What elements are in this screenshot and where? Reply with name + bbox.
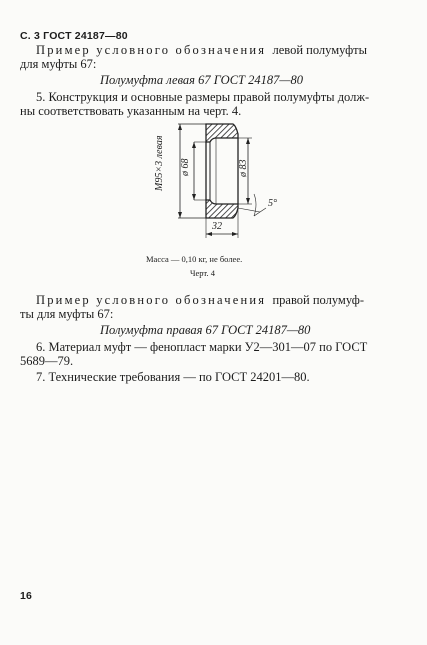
example-right-intro-spaced: Пример условного обозначения	[36, 293, 267, 307]
mass-note: Масса — 0,10 кг, не более.	[146, 254, 243, 264]
figure-label: Черт. 4	[190, 268, 216, 278]
item6-line2: 5689—79.	[20, 354, 74, 368]
item5-line1: 5. Конструкция и основные размеры правой полумуфты долж-	[36, 90, 370, 104]
item5-line2: ны соответствовать указанным на черт. 4.	[20, 104, 242, 118]
dim-outer-diameter-label: ø 83	[238, 159, 249, 177]
example-left-intro-rest: левой полумуфты	[272, 43, 368, 57]
dim-angle-label: 5°	[268, 198, 277, 209]
item7-line1: 7. Технические требования — по ГОСТ 24201—80.	[36, 370, 310, 384]
dim-thread-label: М95×3 левая	[154, 135, 165, 191]
example-right-intro-line2: ты для муфты 67:	[20, 307, 114, 321]
dim-inner-diameter-label: ø 68	[180, 158, 191, 176]
page-header: С. 3 ГОСТ 24187—80	[20, 30, 128, 42]
example-left-designation: Полумуфта левая 67 ГОСТ 24187—80	[100, 73, 303, 87]
example-left-intro	[36, 43, 367, 58]
dim-length-label: 32	[212, 221, 222, 232]
example-right-intro	[36, 293, 364, 308]
example-left-intro-line2: для муфты 67:	[20, 57, 97, 71]
example-right-designation: Полумуфта правая 67 ГОСТ 24187—80	[100, 323, 311, 337]
example-left-intro-spaced: Пример условного обозначения	[36, 43, 267, 57]
example-right-intro-rest: правой полумуф-	[272, 293, 365, 307]
item6-line1: 6. Материал муфт — фенопласт марки У2—301—07 по ГОСТ	[36, 340, 368, 354]
page-number: 16	[20, 590, 33, 602]
